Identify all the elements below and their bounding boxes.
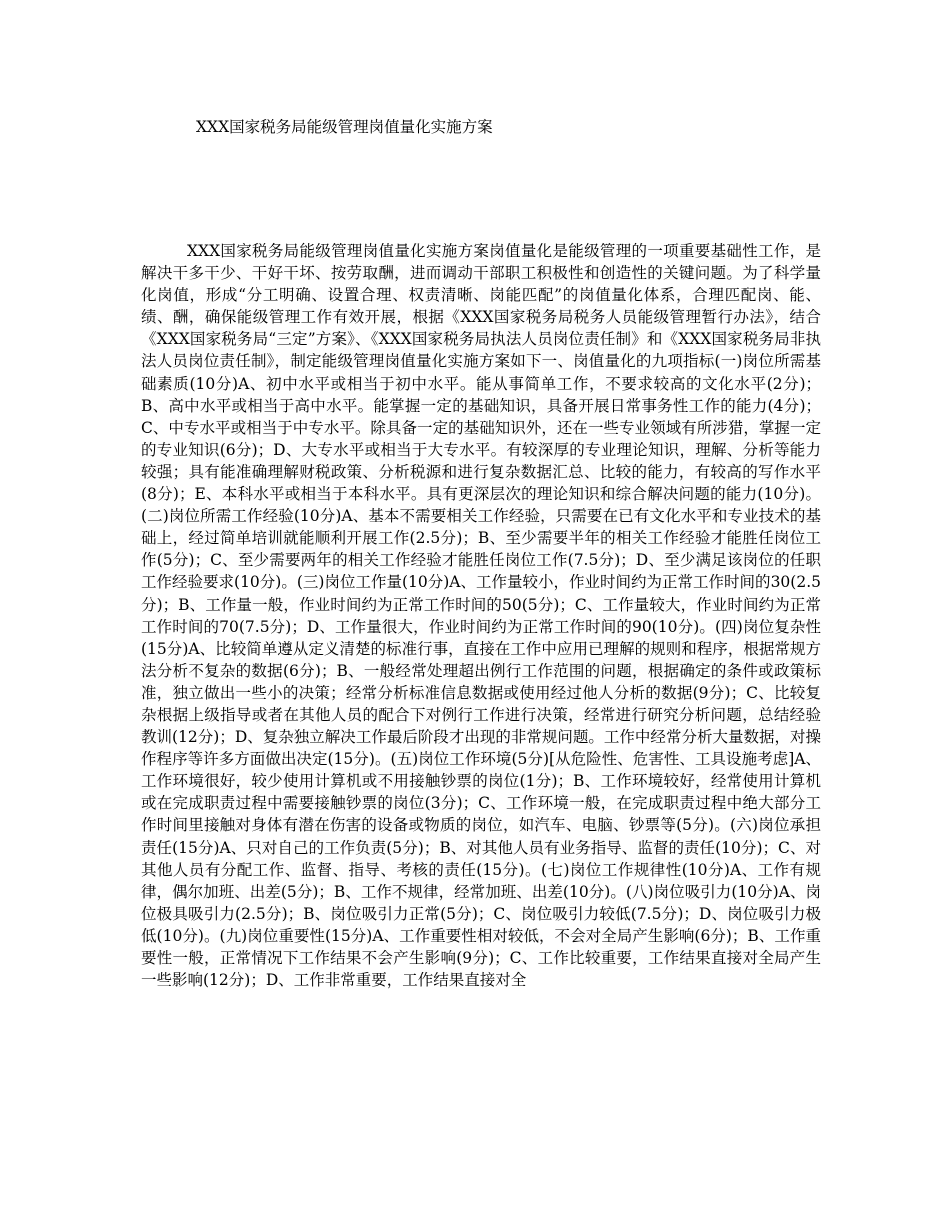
document-body-paragraph: XXX国家税务局能级管理岗值量化实施方案岗值量化是能级管理的一项重要基础性工作，是解决干多干少、干好干坏、按劳取酬，进而调动干部职工积极性和创造性的关键问题。为了科学量化岗值，形成“分工明确、设置合理、权责清晰、岗能匹配”的岗值量化体系，合理匹配岗、能、绩、酬，确保能级管理工作有效开展，根据《XXX国家税务局税务人员能级管理暂行办法》，结合《XXX国家税务局“三定”方案》、《XXX国家税务局执法人员岗位责任制》和《XXX国家税务局非执法人员岗位责任制》，制定能级管理岗值量化实施方案如下一、岗值量化的九项指标(一)岗位所需基础素质(10分)A、初中水平或相当于初中水平。能从事简单工作，不要求较高的文化水平(2分)；B、高中水平或相当于高中水平。能掌握一定的基础知识，具备开展日常事务性工作的能力(4分)；C、中专水平或相当于中专水平。除具备一定的基础知识外，还在一些专业领域有所涉猎，掌握一定的专业知识(6分)；D、大专水平或相当于大专水平。有较深厚的专业理论知识，理解、分析等能力较强；具有能准确理解财税政策、分析税源和进行复杂数据汇总、比较的能力，有较高的写作水平(8分)；E、本科水平或相当于本科水平。具有更深层次的理论知识和综合解决问题的能力(10分)。(二)岗位所需工作经验(10分)A、基本不需要相关工作经验，只需要在已有文化水平和专业技术的基础上，经过简单培训就能顺利开展工作(2.5分)；B、至少需要半年的相关工作经验才能胜任岗位工作(5分)；C、至少需要两年的相关工作经验才能胜任岗位工作(7.5分)；D、至少满足该岗位的任职工作经验要求(10分)。(三)岗位工作量(10分)A、工作量较小，作业时间约为正常工作时间的30(2.5分)；B、工作量一般，作业时间约为正常工作时间的50(5分)；C、工作量较大，作业时间约为正常工作时间的70(7.5分)；D、工作量很大，作业时间约为正常工作时间的90(10分)。(四)岗位复杂性(15分)A、比较简单遵从定义清楚的标准行事，直接在工作中应用已理解的规则和程序，根据常规方法分析不复杂的数据(6分)；B、一般经常处理超出例行工作范围的问题，根据确定的条件或政策标准，独立做出一些小的决策；经常分析标准信息数据或使用经过他人分析的数据(9分)；C、比较复杂根据上级指导或者在其他人员的配合下对例行工作进行决策，经常进行研究分析问题，总结经验教训(12分)；D、复杂独立解决工作最后阶段才出现的非常规问题。工作中经常分析大量数据，对操作程序等许多方面做出决定(15分)。(五)岗位工作环境(5分)[从危险性、危害性、工具设施考虑]A、工作环境很好，较少使用计算机或不用接触钞票的岗位(1分)；B、工作环境较好，经常使用计算机或在完成职责过程中需要接触钞票的岗位(3分)；C、工作环境一般，在完成职责过程中绝大部分工作时间里接触对身体有潜在伤害的设备或物质的岗位，如汽车、电脑、钞票等(5分)。(六)岗位承担责任(15分)A、只对自己的工作负责(5分)；B、对其他人员有业务指导、监督的责任(10分)；C、对其他人员有分配工作、监督、指导、考核的责任(15分)。(七)岗位工作规律性(10分)A、工作有规律，偶尔加班、出差(5分)；B、工作不规律，经常加班、出差(10分)。(八)岗位吸引力(10分)A、岗位极具吸引力(2.5分)；B、岗位吸引力正常(5分)；C、岗位吸引力较低(7.5分)；D、岗位吸引力极低(10分)。(九)岗位重要性(15分)A、工作重要性相对较低，不会对全局产生影响(6分)；B、工作重要性一般，正常情况下工作结果不会产生影响(9分)；C、工作比较重要，工作结果直接对全局产生一些影响(12分)；D、工作非常重要，工作结果直接对全 bbox=[141, 242, 821, 990]
document-title: XXX国家税务局能级管理岗值量化实施方案 bbox=[196, 118, 493, 136]
